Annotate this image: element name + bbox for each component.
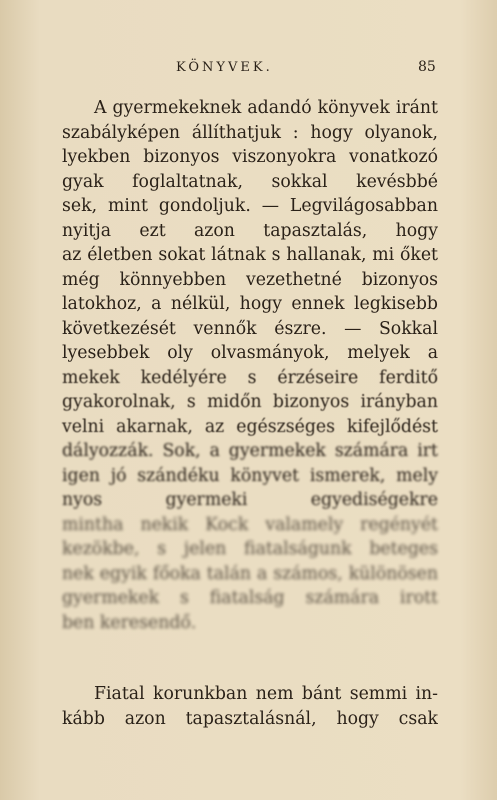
text-line: lyesebbek oly olvasmányok, melyek a xyxy=(62,343,438,363)
text-line: sek, mint gondoljuk. — Legvilágosabban xyxy=(62,196,438,216)
text-line: következését vennők észre. — Sokkal xyxy=(62,318,438,339)
text-line: kább azon tapasztalásnál, hogy csak xyxy=(62,708,438,729)
text-line: latokhoz, a nélkül, hogy ennek legkisebb xyxy=(62,294,438,314)
text-line: igen jó szándéku könyvet ismerek, mely xyxy=(62,465,438,486)
text-line: gyermekek s fiatalság számára irott xyxy=(62,588,438,608)
page-number: 85 xyxy=(418,59,436,75)
paragraph-2 xyxy=(62,682,438,731)
text-line: velni akarnak, az egészséges kifejlődést xyxy=(62,416,438,437)
text-line: gyakorolnak, s midőn bizonyos irányban xyxy=(62,392,438,412)
text-line: nyitja ezt azon tapasztalás, hogy xyxy=(62,220,438,241)
text-line: mintha nekik Kock valamely regényét xyxy=(62,514,438,535)
text-line: lyekben bizonyos viszonyokra vonatkozó xyxy=(62,147,438,167)
text-line: szabályképen állíthatjuk : hogy olyanok, xyxy=(62,122,438,143)
text-line: dályozzák. Sok, a gyermekek számára irt xyxy=(62,441,438,461)
text-line: nek egyik főoka talán a számos, különösen xyxy=(62,563,438,584)
text-line: még könnyebben vezethetné bizonyos xyxy=(62,269,438,290)
text-line: gyak foglaltatnak, sokkal kevésbbé xyxy=(62,171,438,192)
text-line: A gyermekeknek adandó könyvek iránt xyxy=(94,98,438,118)
running-head: KÖNYVEK. xyxy=(176,60,273,75)
text-line: nyos gyermeki egyediségekre xyxy=(62,490,438,510)
text-line: Fiatal korunkban nem bánt semmi in- xyxy=(94,684,438,704)
text-line: kezökbe, s jelen fiatalságunk beteges xyxy=(62,539,438,559)
text-line: ben keresendő. xyxy=(62,612,197,633)
text-line: az életben sokat látnak s hallanak, mi őket xyxy=(62,245,438,265)
text-line: mekek kedélyére s érzéseire ferditő xyxy=(62,367,438,388)
paragraph-1 xyxy=(62,96,438,635)
